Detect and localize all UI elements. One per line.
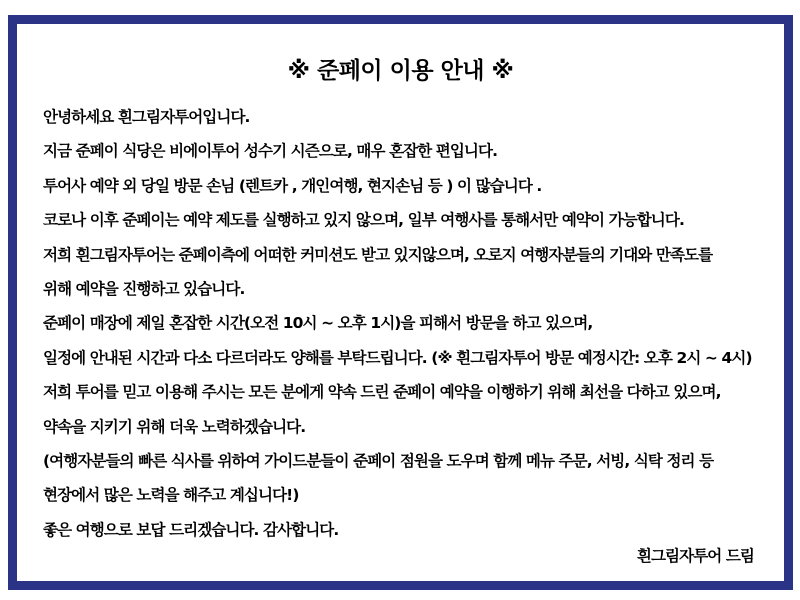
notice-line-greeting: 안녕하세요 흰그림자투어입니다. <box>43 108 250 126</box>
notice-signature: 흰그림자투어 드림 <box>636 547 754 565</box>
notice-line: 코로나 이후 준페이는 예약 제도를 실행하고 있지 않으며, 일부 여행사를 통해서만 예약이 가능합니다. <box>43 211 684 230</box>
notice-line-closing: 좋은 여행으로 보답 드리겠습니다. 감사합니다. <box>43 520 339 539</box>
notice-line: (여행자분들의 빠른 식사를 위하여 가이드분들이 준페이 점원을 도우며 함께 메뉴 주문, 서빙, 식탁 정리 등 <box>43 451 714 470</box>
notice-line: 지금 준페이 식당은 비에이투어 성수기 시즌으로, 매우 혼잡한 편입니다. <box>43 142 498 161</box>
notice-line: 투어사 예약 외 당일 방문 손님 (렌트카 , 개인여행, 현지손님 등 ) 이 많습니다 . <box>43 176 542 195</box>
notice-line: 일정에 안내된 시간과 다소 다르더라도 양해를 부탁드립니다. (※ 흰그림자투어 방문 예정시간: 오후 2시 ~ 4시) <box>43 348 752 367</box>
notice-frame <box>8 15 793 590</box>
notice-title: ※ 준페이 이용 안내 ※ <box>287 58 514 84</box>
notice-line: 위해 예약을 진행하고 있습니다. <box>43 279 245 298</box>
notice-body <box>43 100 752 547</box>
notice-line: 준페이 매장에 제일 혼잡한 시간(오전 10시 ~ 오후 1시)을 피해서 방문을 하고 있으며, <box>43 314 593 333</box>
notice-line: 약속을 지키기 위해 더욱 노력하겠습니다. <box>43 417 306 436</box>
notice-line: 저희 흰그림자투어는 준페이측에 어떠한 커미션도 받고 있지않으며, 오로지 여행자분들의 기대와 만족도를 <box>43 245 713 264</box>
notice-line: 현장에서 많은 노력을 해주고 계십니다!) <box>43 486 299 505</box>
notice-line: 저희 투어를 믿고 이용해 주시는 모든 분에게 약속 드린 준페이 예약을 이행하기 위해 최선을 다하고 있으며, <box>43 383 721 402</box>
